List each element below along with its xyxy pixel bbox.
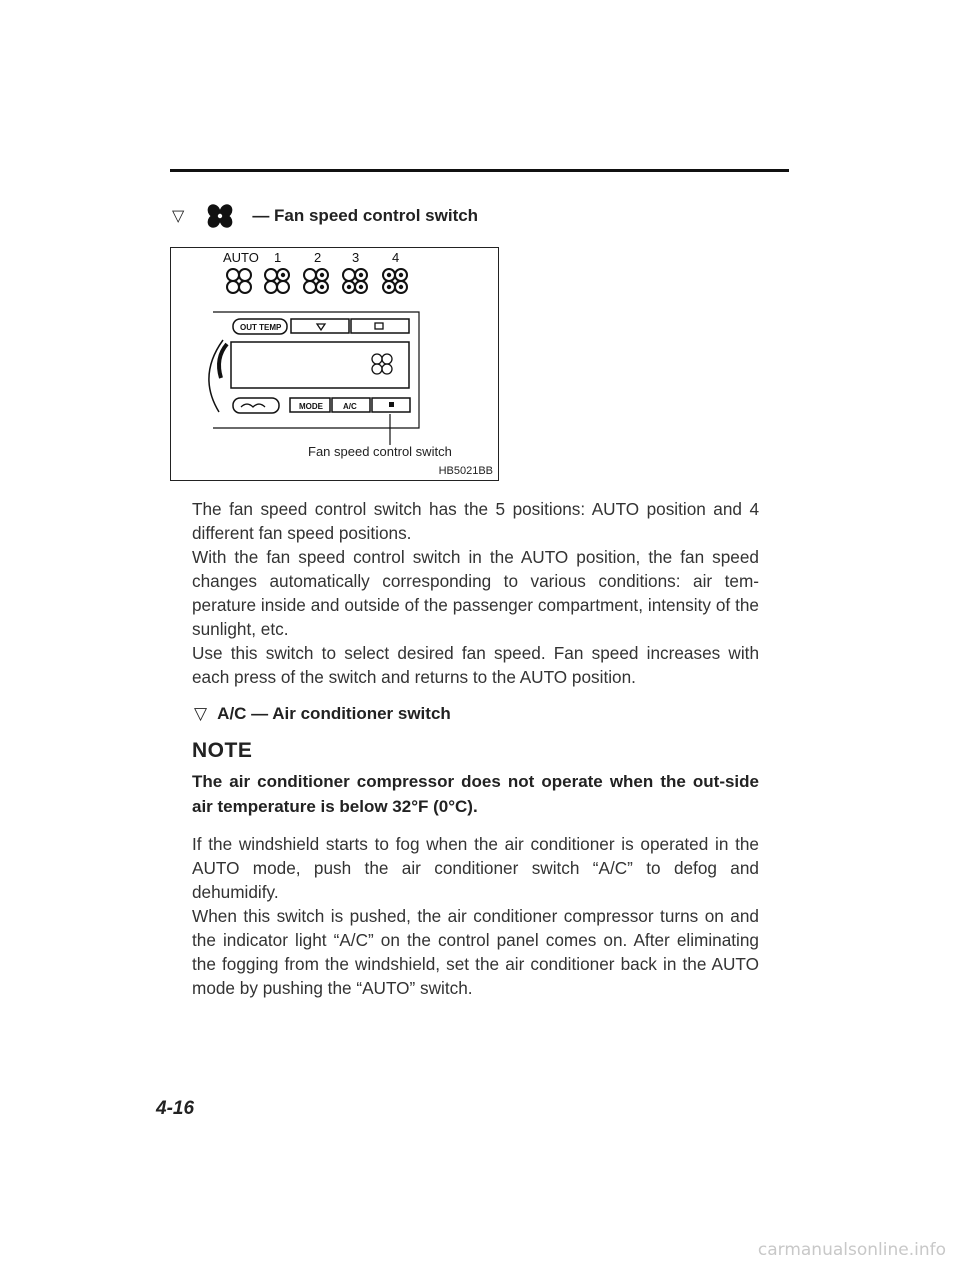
fan-speed-3-icon [343, 269, 367, 293]
fan-icon [206, 203, 234, 229]
mode-button-label: MODE [299, 402, 323, 411]
top-rule [170, 169, 789, 172]
figure-callout: Fan speed control switch [308, 444, 452, 459]
section-heading [172, 203, 478, 229]
body-text-2 [192, 832, 759, 1000]
paragraph: Use this switch to select desired fan speed. Fan speed increases with each press of the switch and returns to the AUTO position. [192, 643, 759, 687]
fan-speed-4-icon [383, 269, 407, 293]
watermark: carmanualsonline.info [757, 1240, 946, 1260]
display-fan-icon [372, 354, 392, 374]
paragraph: The fan speed control switch has the 5 positions: AUTO position and 4 different fan speed positions. [192, 499, 759, 543]
page-number: 4-16 [156, 1098, 195, 1119]
paragraph: If the windshield starts to fog when the air conditioner is operated in the AUTO mode, push the air conditioner switch “A/C” to defog and dehumidify. [192, 834, 759, 902]
triangle-bullet-icon: ▽ [194, 704, 208, 723]
ac-subheading [194, 704, 451, 724]
body-text-1 [192, 497, 759, 689]
figure-code: HB5021BB [438, 465, 493, 477]
control-panel-figure [170, 247, 499, 481]
fan-label-2: 2 [314, 250, 322, 265]
fan-label-4: 4 [392, 250, 400, 265]
fan-speed-1-icon [265, 269, 289, 293]
fan-auto-icon [227, 269, 251, 293]
recirculation-icon [241, 404, 265, 407]
fan-switch-icon [389, 402, 394, 407]
fan-label-auto: AUTO [223, 250, 259, 265]
defrost-icon [317, 324, 325, 330]
triangle-bullet-icon: ▽ [172, 208, 185, 225]
paragraph: With the fan speed control switch in the AUTO position, the fan speed changes automatically corresponding to various conditions: air tem-perature inside and outside of the passenger compartment, intensity of the sunlight, etc. [192, 547, 759, 639]
fan-speed-2-icon [304, 269, 328, 293]
note-title: NOTE [192, 739, 253, 762]
rear-defrost-icon [375, 323, 383, 329]
note-text: The air conditioner compressor does not operate when the out-side air temperature is below 32°F (0°C). [192, 772, 759, 816]
ac-subheading-text: A/C — Air conditioner switch [217, 704, 451, 723]
fan-label-1: 1 [274, 250, 282, 265]
fan-label-3: 3 [352, 250, 360, 265]
out-temp-button-label: OUT TEMP [240, 323, 282, 332]
section-heading-text: — Fan speed control switch [252, 206, 479, 225]
ac-button-label: A/C [343, 402, 357, 411]
paragraph: When this switch is pushed, the air conditioner compressor turns on and the indicator light “A/C” on the control panel comes on. After eliminating the fogging from the windshield, set the air conditioner back in the AUTO mode by pushing the “AUTO” switch. [192, 906, 759, 998]
